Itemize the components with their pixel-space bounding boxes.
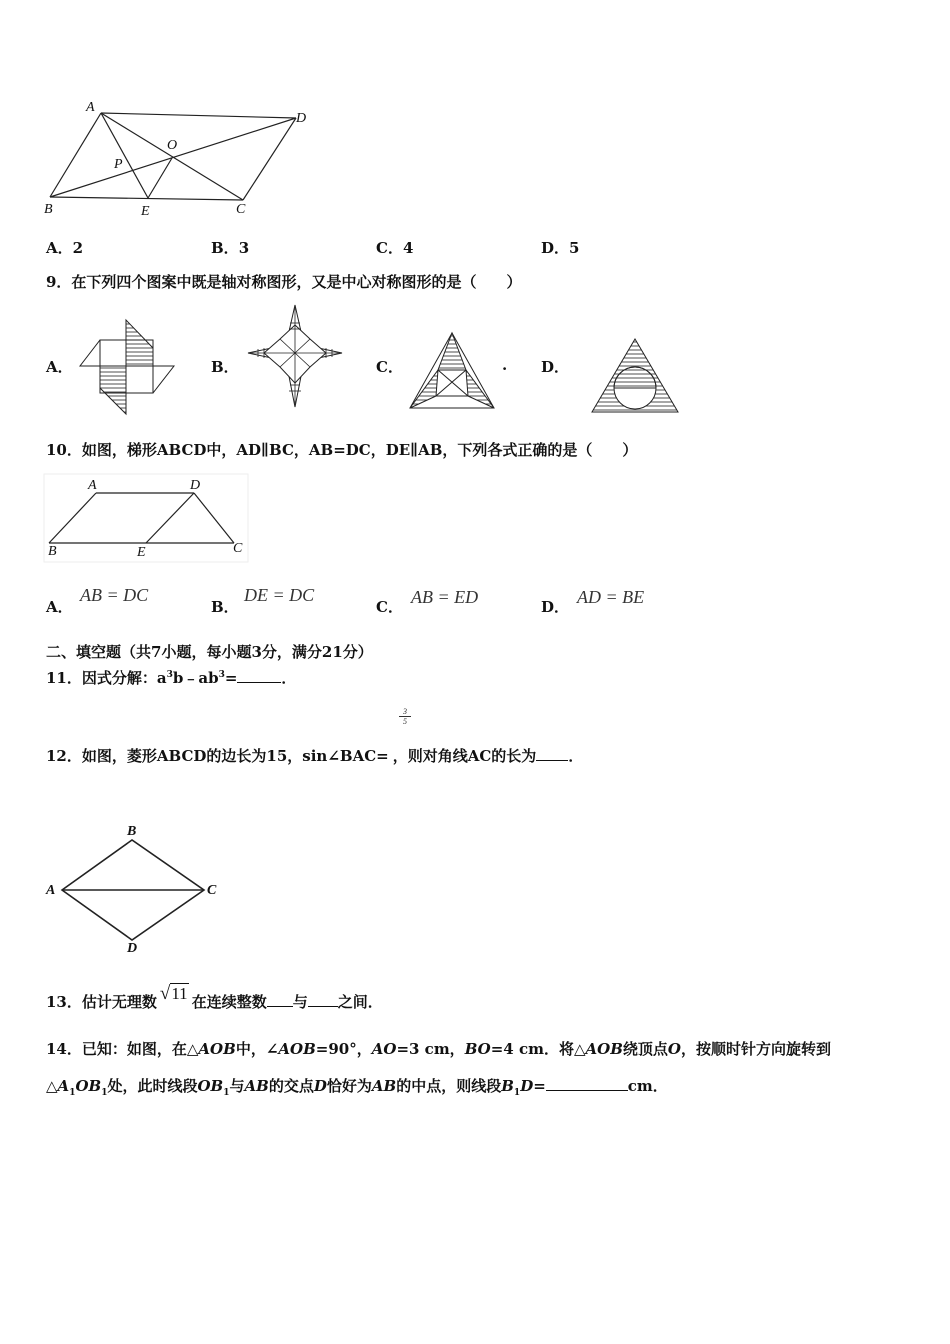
q10-label-d: D [190,478,201,493]
q10-edge-dc [194,493,234,543]
q8-option-b[interactable]: B．3 [211,239,250,257]
q8-option-c[interactable]: C．4 [376,239,414,257]
q10-option-b-formula: DE = DC [244,585,315,605]
q9-option-b-label[interactable]: B． [211,358,239,376]
q10-label-a: A [88,478,97,493]
q8-edge-cb [50,197,243,200]
q10-option-d-formula: AD = BE [577,587,645,607]
q12-label-a: A [46,883,56,898]
q9-triangle-circle-figure[interactable] [592,336,682,416]
q8-label-o: O [167,138,178,153]
q9-pinwheel-figure[interactable] [78,318,178,418]
q10-option-a-label[interactable]: A． [46,598,73,616]
q9-star-figure[interactable] [240,303,350,413]
q8-label-a: A [86,100,95,115]
q8-label-b: B [44,202,53,217]
q10-label-c: C [233,541,243,556]
q8-seg-ae [101,113,148,198]
q8-label-p: P [114,157,123,172]
q13-blank-2[interactable] [308,992,338,1007]
q8-option-d[interactable]: D．5 [541,239,580,257]
q9-triangle-figure[interactable] [408,330,498,410]
q10-option-c-formula: AB = ED [411,587,479,607]
q11-answer-blank[interactable] [237,668,281,683]
q10-edge-ba [49,493,96,543]
q9-stem: 9．在下列四个图案中既是轴对称图形，又是中心对称图形的是（ ） [46,273,522,291]
q10-label-b: B [48,544,57,559]
q9-option-c-dot: . [502,356,508,374]
q10-option-c-label[interactable]: C． [376,598,403,616]
q14-stem-line1: 14．已知：如图，在△AOB中，∠AOB=90°，AO=3 cm，BO=4 cm．将△AOB绕顶点O，按顺时针方向旋转到 [46,1040,831,1058]
q11-stem: 11．因式分解：$a^3b﹣ab^3=$ ． [46,669,297,687]
q8-edge-ad [101,113,296,118]
q9-option-a-label[interactable]: A． [46,358,73,376]
q12-label-c: C [207,883,217,898]
q8-label-c: C [236,202,246,217]
q10-trapezoid-figure [44,474,249,564]
q8-label-d: D [296,111,307,126]
section-fill-in-title: 二、填空题（共7小题，每小题3分，满分21分） [46,643,373,661]
q12-label-b: B [127,824,137,839]
q10-seg-de [146,493,194,543]
q13-sqrt: √11 [159,983,188,1004]
q12-fraction: 3 5 [399,707,411,726]
q14-answer-blank[interactable] [546,1076,628,1091]
q8-label-e: E [141,204,150,219]
q10-option-d-label[interactable]: D． [541,598,570,616]
q12-stem: 12．如图，菱形ABCD的边长为15，sin∠BAC= ，则对角线AC的长为 ． [46,747,584,765]
q8-diag-bd [50,118,296,197]
q9-option-c-label[interactable]: C． [376,358,403,376]
q8-edge-dc [243,118,296,200]
q9-option-d-label[interactable]: D． [541,358,570,376]
q12-label-d: D [127,941,138,956]
q13-stem: 13．估计无理数 √11 在连续整数 与 之间． [46,983,383,1011]
q10-label-e: E [137,545,146,560]
q10-option-a-formula: AB = DC [80,585,149,605]
q10-stem: 10．如图，梯形ABCD中，AD∥BC，AB=DC，DE∥AB，下列各式正确的是（ ） [46,441,638,459]
q8-option-a[interactable]: A．2 [46,239,84,257]
q13-blank-1[interactable] [267,992,293,1007]
q14-stem-line2: $\triangle A_1OB_1$处，此时线段$OB_1$与AB的交点D恰好为AB的中点，则线段$B_1D=$ cm． [46,1077,668,1098]
q10-option-b-label[interactable]: B． [211,598,239,616]
q12-answer-blank[interactable] [536,746,568,761]
q8-parallelogram-figure [40,98,360,228]
q8-edge-ba [50,113,101,197]
